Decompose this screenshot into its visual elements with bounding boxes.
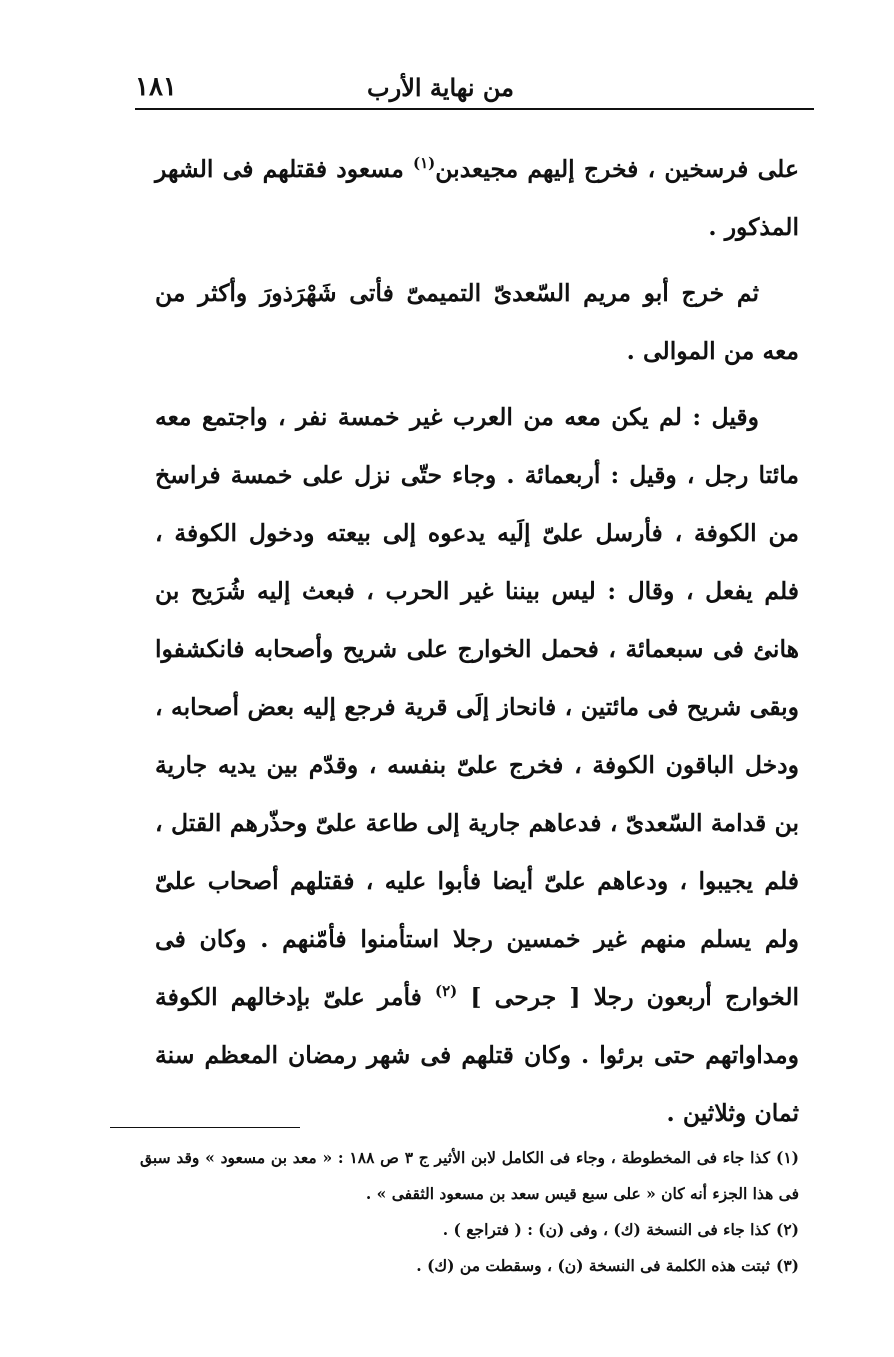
footnotes (140, 1140, 799, 1284)
footnote-2-text: كذا جاء فى النسخة (ك) ، وفى (ن) : ( فتراجع ) . (442, 1220, 770, 1239)
main-text (155, 140, 799, 1150)
header-rule (135, 108, 814, 110)
footnote-2 (140, 1212, 799, 1248)
footnote-2-number: (٢) (775, 1220, 799, 1239)
paragraph-3 (155, 388, 799, 1142)
page-header (135, 62, 814, 102)
footnote-3-text: ثبتت هذه الكلمة فى النسخة (ن) ، وسقطت من (ك) . (416, 1256, 770, 1275)
footnote-rule (110, 1127, 300, 1128)
running-title: من نهاية الأرب (367, 73, 514, 102)
paragraph-2: ثم خرج أبو مريم السّعدىّ التميمىّ فأتى شَهْرَذورَ وأكثر من معه من الموالى . (155, 279, 799, 365)
paragraph-1 (155, 140, 799, 256)
footnote-1 (140, 1140, 799, 1212)
page-number: ١٨١ (135, 72, 177, 102)
paragraph-3-text-b: فأمر علىّ بإدخالهم الكوفة ومداواتهم حتى برئوا . وكان قتلهم فى شهر رمضان المعظم سنة ثمان وثلاثين . (155, 983, 799, 1127)
paragraph-3-text-a: وقيل : لم يكن معه من العرب غير خمسة نفر ، واجتمع معه مائتا رجل ، وقيل : أربعمائة . وجاء حتّى نزل على خمسة فراسخ من الكوفة ، فأرسل علىّ إلَيه يدعوه إلى بيعته ودخول الكوفة ، فلم يفعل ، وقال : ليس بيننا غير الحرب ، فبعث إليه شُرَيح بن هانئ فى سبعمائة ، فحمل الخوارج على شريح وأصحابه فانكشفوا وبقى شريح فى مائتين ، فانحاز إلَى قرية فرجع إليه بعض أصحابه ، ودخل الباقون الكوفة ، فخرج علىّ بنفسه ، وقدّم بين يديه جارية بن قدامة السّعدىّ ، فدعاهم جارية إلى طاعة علىّ وحذّرهم القتل ، فلم يجيبوا ، ودعاهم علىّ أيضا فأبوا عليه ، فقتلهم أصحاب علىّ ولم يسلم منهم غير خمسين رجلا استأمنوا فأمّنهم . وكان فى الخوارج أربعون رجلا [ جرحى ] (155, 403, 800, 1011)
paragraph-1-text-a: على فرسخين ، فخرج إليهم مجيعدبن (435, 155, 799, 183)
footnote-1-text: كذا جاء فى المخطوطة ، وجاء فى الكامل لابن الأثير ج ٣ ص ١٨٨ : « معد بن مسعود » وقد سبق فى هذا الجزء أنه كان « على سبع قيس سعد بن مسعود الثقفى » . (140, 1148, 799, 1203)
footnote-1-number: (١) (775, 1148, 799, 1167)
paragraph-1-text-b: مسعود فقتلهم فى الشهر المذكور . (155, 155, 799, 241)
footnote-ref-1: (١) (413, 154, 436, 173)
footnote-3-number: (٣) (775, 1256, 799, 1275)
footnote-ref-2: (٢) (435, 982, 458, 1001)
footnote-3 (140, 1248, 799, 1284)
